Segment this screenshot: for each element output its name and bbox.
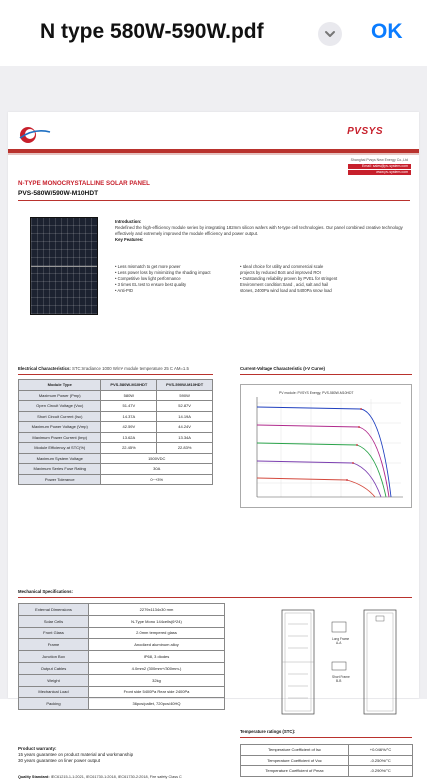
table-cell: -0.250%/°C bbox=[349, 755, 413, 766]
quality-label: Quality Standard: bbox=[18, 775, 50, 779]
table-cell: N-Type Mono 144cells(6*24) bbox=[89, 615, 225, 627]
warranty-heading: Product warranty: bbox=[18, 746, 57, 751]
company-website: www.pv-system.com bbox=[348, 170, 411, 175]
feature-item: • Less mismatch to get more power bbox=[115, 264, 181, 269]
table-cell: 13.34A bbox=[157, 432, 213, 443]
section-rule bbox=[240, 737, 412, 738]
iv-grid bbox=[257, 399, 401, 497]
pdf-page bbox=[8, 112, 419, 779]
features-right bbox=[240, 264, 415, 294]
intro-heading: Introduction: bbox=[115, 219, 142, 224]
quality-text: IEC61215-1-1:2021, IEC61730-1:2018, IEC61730-2:2018, Fire safety Class C bbox=[50, 775, 182, 779]
electrical-table bbox=[18, 379, 213, 485]
table-cell: 0~+3% bbox=[101, 474, 213, 485]
table-cell: Temperature Coefficient of Pmax bbox=[241, 766, 349, 777]
table-cell: 2279x1134x30 mm bbox=[89, 604, 225, 616]
table-cell: External Dimensions bbox=[19, 604, 89, 616]
table-row bbox=[19, 474, 213, 485]
table-row bbox=[19, 411, 213, 422]
quality-standard bbox=[18, 775, 182, 779]
table-header-cell: PVS-580W-M10HDT bbox=[101, 380, 157, 391]
table-cell: 22.45% bbox=[101, 443, 157, 454]
table-cell: Maximum Power Voltage (Vmp) bbox=[19, 422, 101, 433]
table-cell: Front Glass bbox=[19, 627, 89, 639]
drawing-label: Long Frame bbox=[332, 637, 350, 641]
mechanical-section-title: Mechanical Specifications: bbox=[18, 589, 73, 594]
table-cell: Maximum System Voltage bbox=[19, 453, 101, 464]
warranty-line: 30 years guarantee on liner power output bbox=[18, 758, 101, 763]
table-row bbox=[19, 639, 225, 651]
table-cell: 1500VDC bbox=[101, 453, 213, 464]
table-row bbox=[241, 766, 413, 777]
table-cell: Open Circuit Voltage (Voc) bbox=[19, 401, 101, 412]
introduction bbox=[115, 219, 410, 243]
table-cell: 13.62A bbox=[101, 432, 157, 443]
features-left bbox=[115, 264, 255, 294]
table-cell: 44.24V bbox=[157, 422, 213, 433]
feature-item: • Outstanding reliability proven by PVEL for stringent bbox=[240, 276, 338, 281]
table-row bbox=[19, 432, 213, 443]
table-row bbox=[19, 401, 213, 412]
table-cell: Temperature Coefficient of Isc bbox=[241, 745, 349, 756]
drawing-label: A-A bbox=[336, 641, 342, 645]
table-cell: 4.0mm2 (300mm+/300mm-) bbox=[89, 662, 225, 674]
electrical-note: STC:Irradiance 1000 W/m² module temperature 25 C AM=1.5 bbox=[72, 366, 189, 371]
document-title: N type 580W-590W.pdf bbox=[40, 20, 264, 43]
feature-item: • 3 times EL test to ensure best quality bbox=[115, 282, 187, 287]
temperature-section-title: Temperature ratings (STC): bbox=[240, 729, 296, 734]
feature-item: • Anti-PID bbox=[115, 288, 133, 293]
product-model: PVS-580W/590W-M10HDT bbox=[18, 190, 99, 197]
table-cell: Front side 5400Pa Rear side 2400Pa bbox=[89, 686, 225, 698]
table-header-cell: PVS-590W-M10HDT bbox=[157, 380, 213, 391]
table-row bbox=[241, 755, 413, 766]
table-cell: 52.87V bbox=[157, 401, 213, 412]
iv-curve-graphic bbox=[241, 385, 413, 509]
ok-button[interactable]: OK bbox=[371, 20, 403, 43]
mechanical-table bbox=[18, 603, 225, 710]
product-title: N-TYPE MONOCRYSTALLINE SOLAR PANEL bbox=[18, 180, 150, 187]
document-viewer[interactable] bbox=[0, 66, 427, 779]
table-cell: 2.0mm tempered glass bbox=[89, 627, 225, 639]
feature-item: stones, 2400Pa wind load and 5400Pa snow load bbox=[240, 288, 332, 293]
table-row bbox=[19, 698, 225, 710]
contact-block bbox=[348, 158, 411, 176]
table-cell: Packing bbox=[19, 698, 89, 710]
table-cell: Junction Box bbox=[19, 651, 89, 663]
brand-logo-text: PVSYS bbox=[347, 126, 383, 137]
table-cell: IP68, 3 diodes bbox=[89, 651, 225, 663]
section-rule bbox=[18, 597, 412, 598]
iv-curve-chart bbox=[240, 384, 412, 508]
table-row bbox=[19, 627, 225, 639]
table-header-cell: Module Type bbox=[19, 380, 101, 391]
table-row bbox=[19, 453, 213, 464]
warranty-block bbox=[18, 746, 133, 764]
table-row bbox=[19, 686, 225, 698]
table-row bbox=[19, 615, 225, 627]
table-cell: Temperature Coefficient of Voc bbox=[241, 755, 349, 766]
table-cell: Frame bbox=[19, 639, 89, 651]
drawing-label: Short Frame bbox=[332, 675, 350, 679]
table-row bbox=[19, 674, 225, 686]
feature-item: projects by reduced BoS and improved ROI bbox=[240, 270, 321, 275]
company-name: Shanghai Pvsys New Energy Co.,Ltd bbox=[350, 158, 408, 162]
table-cell: 14.37A bbox=[101, 411, 157, 422]
table-cell: 36pcs/pallet, 720pcs/40HQ bbox=[89, 698, 225, 710]
table-row bbox=[19, 651, 225, 663]
table-cell: Anodized aluminum alloy bbox=[89, 639, 225, 651]
drawing-label: B-B bbox=[336, 679, 342, 683]
table-cell: 590W bbox=[157, 390, 213, 401]
chevron-down-icon[interactable] bbox=[318, 22, 342, 46]
electrical-section-title bbox=[18, 366, 189, 371]
table-cell: Maximum Power Current (Imp) bbox=[19, 432, 101, 443]
table-cell: Output Cables bbox=[19, 662, 89, 674]
table-cell: 42.59V bbox=[101, 422, 157, 433]
section-rule bbox=[18, 374, 213, 375]
electrical-title: Electrical Characteristics: bbox=[18, 366, 71, 371]
table-cell: +0.046%/°C bbox=[349, 745, 413, 756]
module-drawing bbox=[276, 604, 416, 722]
temperature-table bbox=[240, 744, 413, 777]
feature-item: • Ideal choice for utility and commercial scale bbox=[240, 264, 324, 269]
iv-section-title: Current-Voltage Characteristic (I-V Curve) bbox=[240, 366, 325, 371]
section-rule bbox=[240, 374, 412, 375]
table-row bbox=[19, 422, 213, 433]
table-cell: Power Tolerance bbox=[19, 474, 101, 485]
table-cell: Maximum Power (Pmp) bbox=[19, 390, 101, 401]
table-row bbox=[241, 745, 413, 756]
company-email: Email: sales@pv-system.com bbox=[348, 164, 411, 169]
iv-curve-5 bbox=[257, 478, 375, 497]
header-band-light bbox=[8, 153, 419, 155]
warranty-line: 15 years guarantee on product material and workmanship bbox=[18, 752, 134, 757]
feature-item: • Competitive low light performance bbox=[115, 276, 181, 281]
table-cell: Maximum Series Fuse Rating bbox=[19, 464, 101, 475]
divider bbox=[18, 200, 410, 201]
table-cell: 22.83% bbox=[157, 443, 213, 454]
table-cell: Solar Cells bbox=[19, 615, 89, 627]
table-cell: 14.19A bbox=[157, 411, 213, 422]
table-row bbox=[19, 604, 225, 616]
table-cell: Mechanical Load bbox=[19, 686, 89, 698]
features-heading: Key Features: bbox=[115, 237, 144, 242]
table-row bbox=[19, 390, 213, 401]
feature-item: Environment condition:Sand , acid, salt and hail bbox=[240, 282, 329, 287]
table-row bbox=[19, 464, 213, 475]
table-cell: 51.47V bbox=[101, 401, 157, 412]
feature-item: • Less power loss by minimizing the shading impact bbox=[115, 270, 211, 275]
table-cell: 580W bbox=[101, 390, 157, 401]
intro-text: Redefined the high-efficiency module series by integrating 182mm silicon wafers with N-type cell technologies. Our panel combined creative technology effectively and extremely improved the module efficiency and power output. bbox=[115, 225, 403, 236]
logo-icon bbox=[16, 126, 52, 144]
solar-panel-image bbox=[30, 217, 98, 315]
table-cell: Short Circuit Current (Isc) bbox=[19, 411, 101, 422]
table-cell: Weight bbox=[19, 674, 89, 686]
table-row bbox=[19, 443, 213, 454]
viewer-header bbox=[0, 0, 427, 66]
table-cell: -0.290%/°C bbox=[349, 766, 413, 777]
table-cell: 32kg bbox=[89, 674, 225, 686]
iv-caption: PV module: PVSYS Energy, PVS-580W-M10HDT bbox=[279, 391, 354, 395]
table-cell: Module Efficiency at STC(%) bbox=[19, 443, 101, 454]
table-cell: 30A bbox=[101, 464, 213, 475]
table-row bbox=[19, 662, 225, 674]
table-header-row bbox=[19, 380, 213, 391]
